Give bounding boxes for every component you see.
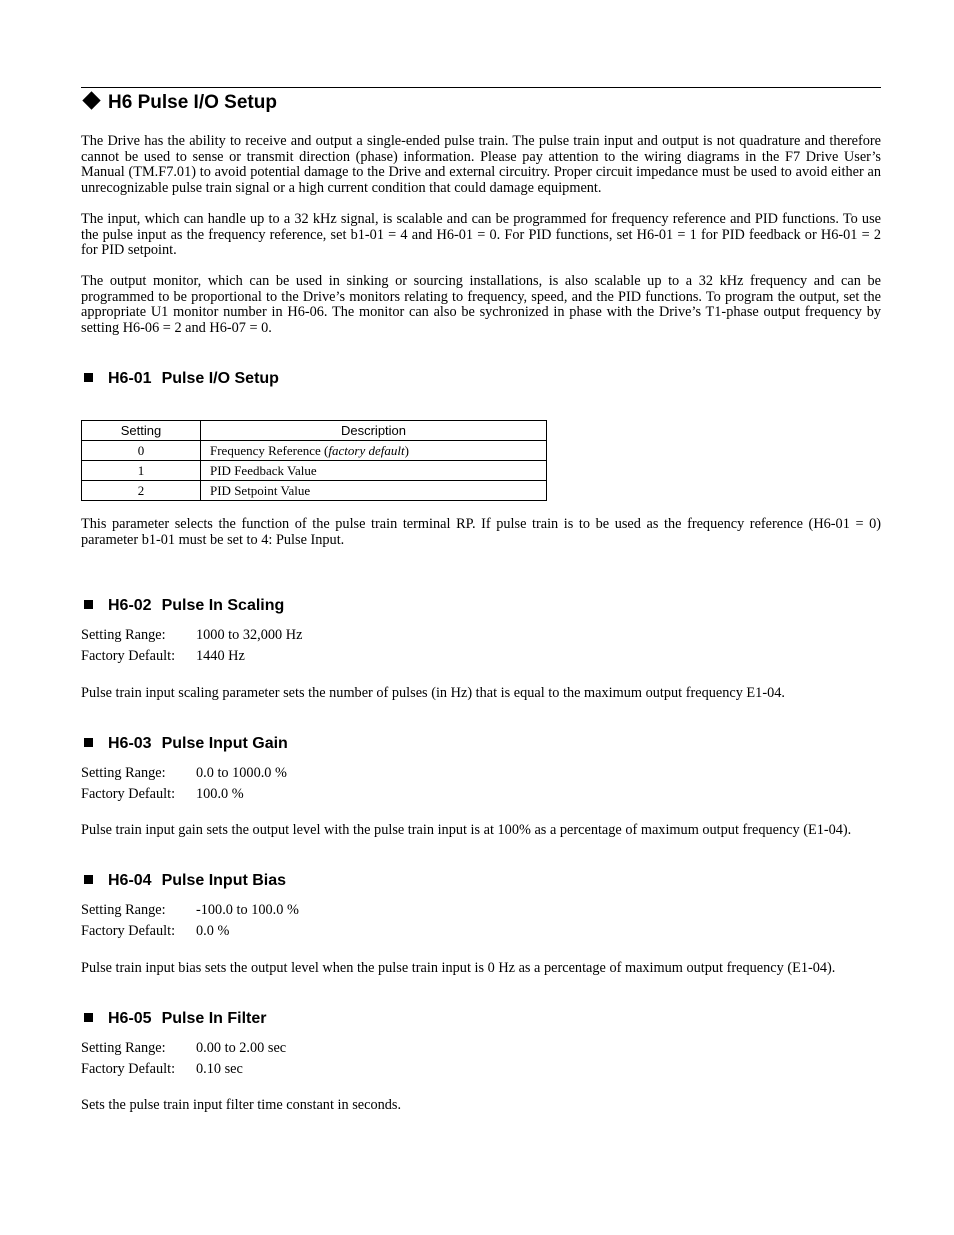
h6-02-specs — [81, 625, 302, 667]
default-value: 0.10 sec — [196, 1061, 243, 1077]
square-bullet-icon — [84, 1013, 93, 1022]
square-bullet-icon — [84, 600, 93, 609]
default-label: Factory Default: — [81, 786, 176, 802]
range-row — [81, 763, 287, 784]
param-code: H6-03 — [108, 735, 152, 752]
h6-01-heading — [81, 369, 279, 389]
range-label: Setting Range: — [81, 765, 166, 781]
description-cell: PID Feedback Value — [201, 461, 547, 481]
table-header-row — [82, 421, 547, 441]
h6-03-specs — [81, 763, 287, 805]
default-row — [81, 784, 287, 805]
description-italic: factory default — [328, 442, 405, 458]
range-value: 0.0 to 1000.0 % — [196, 765, 287, 781]
range-value: 1000 to 32,000 Hz — [196, 627, 303, 643]
range-label: Setting Range: — [81, 627, 166, 643]
h6-03-heading — [81, 734, 288, 754]
square-bullet-icon — [84, 373, 93, 382]
range-row — [81, 625, 302, 646]
description-end: ) — [404, 442, 409, 458]
description-text: Frequency Reference ( — [210, 442, 329, 458]
square-bullet-icon — [84, 875, 93, 884]
header-setting: Setting — [82, 421, 201, 441]
table-row — [82, 481, 547, 501]
h6-01-settings-table — [81, 420, 547, 501]
h6-04-note: Pulse train input bias sets the output level when the pulse train input is 0 Hz as a percentage of maximum output frequency (E1-04). — [81, 960, 836, 976]
default-row — [81, 646, 302, 667]
h6-04-specs — [81, 900, 299, 942]
intro-paragraph-3: The output monitor, which can be used in sinking or sourcing installations, is also scalable up to a 32 kHz frequency and can be programmed to be proportional to the Drive’s monitors relating to frequency, speed, and the PID functions. To program the output, set the appropriate U1 monitor number in H6-06. The monitor can also be sychronized in phase with the Drive’s T1-phase output frequency by setting H6-06 = 2 and H6-07 = 0. — [81, 273, 881, 336]
param-name: Pulse Input Gain — [161, 735, 288, 752]
param-name: Pulse In Scaling — [161, 597, 285, 614]
range-value: -100.0 to 100.0 % — [196, 902, 299, 918]
setting-cell: 0 — [82, 441, 201, 461]
range-label: Setting Range: — [81, 1040, 166, 1056]
default-value: 1440 Hz — [196, 648, 245, 664]
h6-05-heading — [81, 1009, 267, 1029]
square-bullet-icon — [84, 738, 93, 747]
range-row — [81, 900, 299, 921]
intro-paragraph-2: The input, which can handle up to a 32 kHz signal, is scalable and can be programmed for frequency reference and PID functions. To use the pulse input as the frequency reference, set b1-01 = 4 and H6-01 = 0. For PID functions, set H6-01 = 1 for PID feedback or H6-01 = 2 for PID setpoint. — [81, 211, 881, 258]
param-name: Pulse In Filter — [161, 1010, 267, 1027]
param-code: H6-02 — [108, 597, 152, 614]
range-row — [81, 1038, 286, 1059]
intro-paragraph-1: The Drive has the ability to receive and output a single-ended pulse train. The pulse train input and output is not quadrature and therefore cannot be used to sense or transmit direction (phase) information. Please pay attention to the wiring diagrams in the F7 Drive User’s Manual (TM.F7.01) to avoid potential damage to the Drive and external circuitry. Proper circuit impedance must be used to avoid either an unrecognizable pulse train signal or a high current condition that could damage equipment. — [81, 133, 881, 196]
default-label: Factory Default: — [81, 923, 176, 939]
top-rule — [81, 87, 881, 88]
header-description: Description — [201, 421, 547, 441]
param-code: H6-04 — [108, 872, 152, 889]
section-title: H6 Pulse I/O Setup — [108, 92, 277, 113]
param-name: Pulse Input Bias — [161, 872, 287, 889]
h6-05-specs — [81, 1038, 286, 1080]
default-value: 100.0 % — [196, 786, 244, 802]
section-heading — [81, 91, 277, 115]
param-code: H6-05 — [108, 1010, 152, 1027]
table-row — [82, 461, 547, 481]
range-value: 0.00 to 2.00 sec — [196, 1040, 287, 1056]
diamond-bullet-icon — [82, 91, 100, 109]
param-code: H6-01 — [108, 370, 152, 387]
setting-cell: 1 — [82, 461, 201, 481]
h6-04-heading — [81, 871, 286, 891]
h6-02-heading — [81, 596, 284, 616]
setting-cell: 2 — [82, 481, 201, 501]
default-row — [81, 1059, 286, 1080]
table-row — [82, 441, 547, 461]
param-name: Pulse I/O Setup — [161, 370, 279, 387]
h6-03-note: Pulse train input gain sets the output level with the pulse train input is at 100% as a percentage of maximum output frequency (E1-04). — [81, 822, 852, 838]
h6-05-note: Sets the pulse train input filter time constant in seconds. — [81, 1097, 402, 1113]
description-cell: PID Setpoint Value — [201, 481, 547, 501]
default-value: 0.0 % — [196, 923, 230, 939]
default-row — [81, 921, 299, 942]
range-label: Setting Range: — [81, 902, 166, 918]
h6-02-note: Pulse train input scaling parameter sets the number of pulses (in Hz) that is equal to the maximum output frequency E1-04. — [81, 685, 785, 701]
description-cell — [201, 441, 547, 461]
h6-01-note: This parameter selects the function of the pulse train terminal RP. If pulse train is to be used as the frequency reference (H6-01 = 0) parameter b1-01 must be set to 4: Pulse Input. — [81, 516, 881, 548]
default-label: Factory Default: — [81, 648, 176, 664]
default-label: Factory Default: — [81, 1061, 176, 1077]
